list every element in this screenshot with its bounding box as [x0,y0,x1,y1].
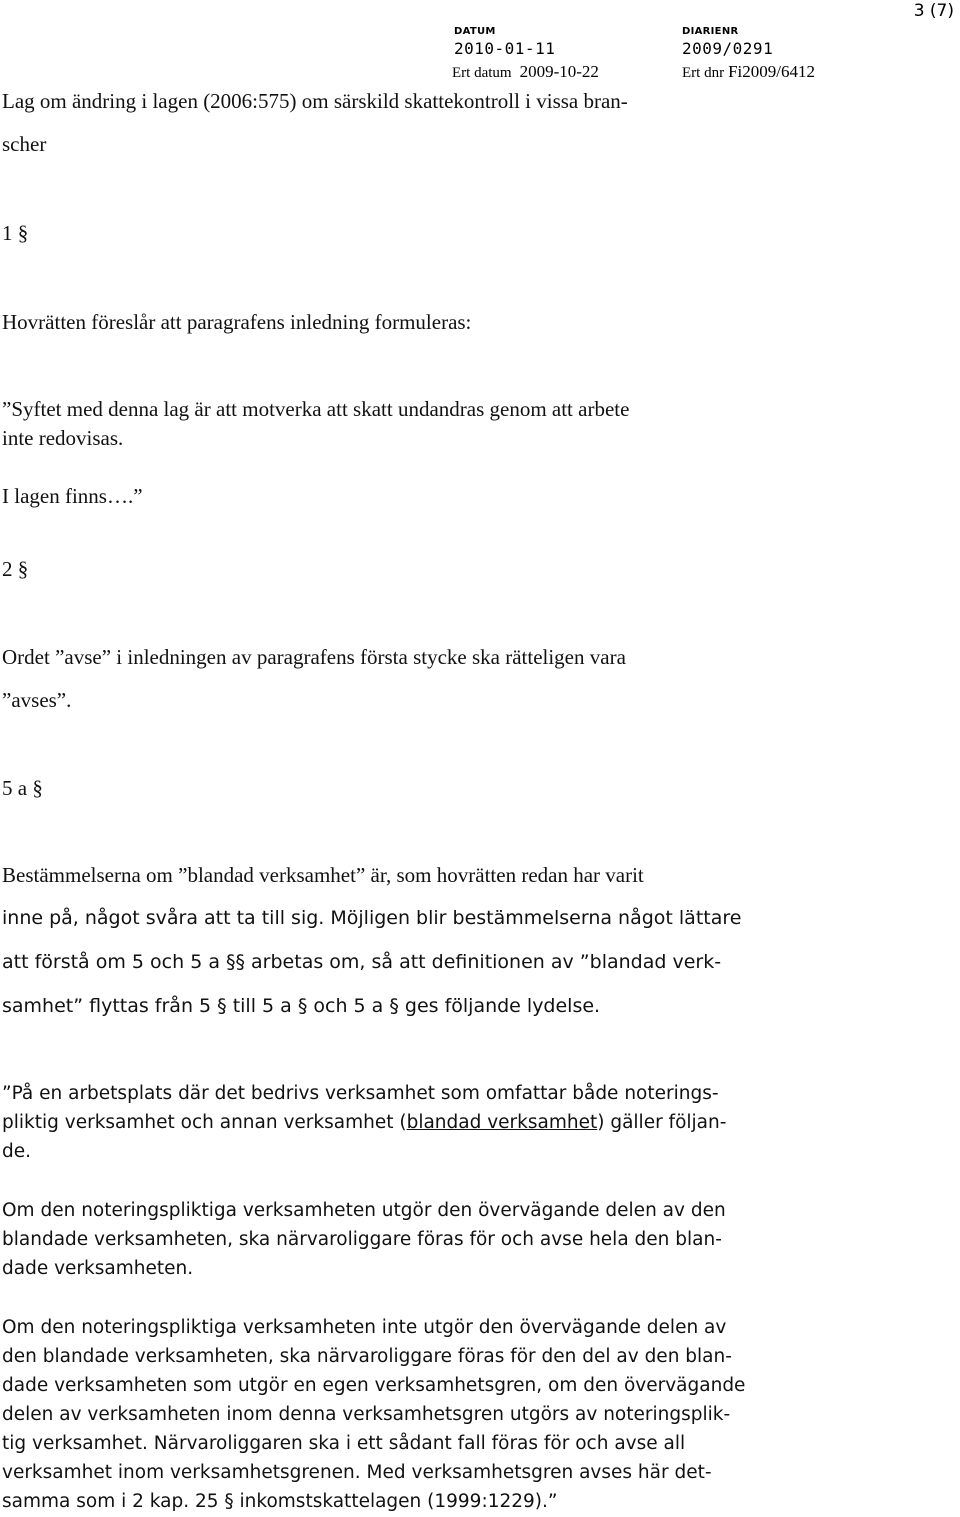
title-line-1: Lag om ändring i lagen (2006:575) om särskild skattekontroll i vissa bran- [2,89,628,113]
ert-dnr [682,62,815,82]
ert-datum-label: Ert datum [452,65,512,81]
title-line-2: scher [2,132,47,156]
section-1-text: Hovrätten föreslår att paragrafens inledning formuleras: [2,310,472,334]
section-5a-line-3: att förstå om 5 och 5 a §§ arbetas om, så att definitionen av ”blandad verk- [2,951,722,973]
proposal-p1-line-2 [2,1108,726,1137]
page-number: 3 (7) [913,1,954,21]
section-5a-line-1: Bestämmelserna om ”blandad verksamhet” är, som hovrätten redan har varit [2,863,644,887]
section-2-text-line-1: Ordet ”avse” i inledningen av paragrafens första stycke ska rätteligen vara [2,645,626,669]
section-2-text-line-2: ”avses”. [2,688,72,712]
datum-label: DATUM [454,26,496,37]
section-5a-line-4: samhet” flyttas från 5 § till 5 a § och 5 a § ges följande lydelse. [2,995,601,1017]
proposal-paragraph-2: Om den noteringspliktiga verksamheten utgör den övervägande delen av den blandade verksamheten, ska närvaroliggare föras för och avse hela den blan- dade verksamheten. [2,1200,726,1279]
section-5a-line-2: inne på, något svåra att ta till sig. Möjligen blir bestämmelserna något lättare [2,907,742,929]
proposal-p1-line-3: de. [2,1141,32,1162]
proposal-paragraph-3: Om den noteringspliktiga verksamheten inte utgör den övervägande delen av den blandade verksamheten, ska närvaroliggare föras för den del av den blan- dade verksamheten som utgör en egen verksamhetsgren, om den övervägande delen av verksamheten inom denna verksamhetsgren utgörs av noteringsplik- tig verksamhet. Närvaroliggaren ska i ett sådant fall föras för och avse all verksamhet inom verksamhetsgrenen. Med verksamhetsgren avses här det- samma som i 2 kap. 25 § inkomstskattelagen (1999:1229).” [2,1317,746,1512]
section-1-quote-line-2: inte redovisas. [2,426,124,450]
proposal-p1-line-2-start: pliktig verksamhet och annan verksamhet ( [2,1112,407,1133]
ert-dnr-label: Ert dnr [682,65,725,81]
diarienr-value: 2009/0291 [682,39,774,58]
ert-dnr-value: Fi2009/6412 [728,62,815,81]
section-1-quote-line-1: ”Syftet med denna lag är att motverka att skatt undandras genom att arbete [2,397,630,421]
proposal-p1-line-2-end: ) gäller följan- [597,1112,727,1133]
ert-datum [452,62,599,82]
ert-datum-value: 2009-10-22 [519,62,599,81]
defined-term-blandad-verksamhet: blandad verksamhet [406,1112,598,1133]
section-1-quote-line-3: I lagen finns….” [2,484,143,508]
section-2-heading: 2 § [2,557,29,581]
datum-value: 2010-01-11 [454,39,556,58]
section-5a-heading: 5 a § [2,776,43,800]
proposal-p1-line-1: ”På en arbetsplats där det bedrivs verksamhet som omfattar både noterings- [2,1083,719,1104]
diarienr-label: DIARIENR [682,26,739,37]
section-1-heading: 1 § [2,221,29,245]
